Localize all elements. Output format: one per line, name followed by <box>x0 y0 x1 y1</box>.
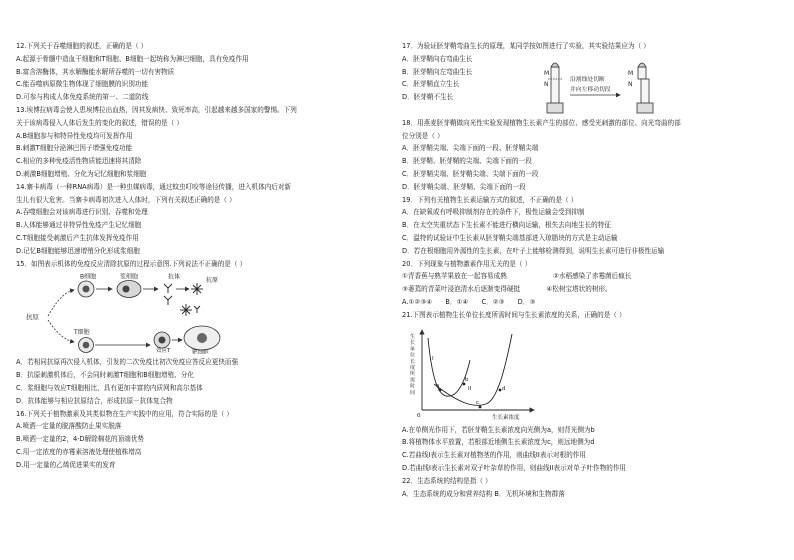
t-cell-nucleus <box>83 342 90 349</box>
y-axis-label-char: 位 <box>410 352 416 359</box>
curve-ii <box>434 334 512 405</box>
q19-option-a: A．在缺氧或有呼吸抑制剂存在的条件下，极性运输会受到抑制 <box>402 208 585 217</box>
q18-title-line1: 18．用燕麦胚芽鞘做向光性实验发现植物生长素产生的部位、感受光刺激的部位、向光弯曲的部 <box>402 118 681 127</box>
coleoptile-right-tip <box>638 63 646 67</box>
origin-label: 0 <box>417 412 421 419</box>
y-axis-label-char: 间 <box>410 389 416 396</box>
q13-option-c: C.相应的多种免疫活性物质能迅速将其清除 <box>16 157 142 166</box>
point-a-label: a <box>436 382 440 389</box>
q16-title: 16.下列关于植物激素及其类似物在生产实践中的应用，符合实际的是（ ） <box>16 409 233 418</box>
q20-title: 20．下列现象与植物激素作用无关的是（ ） <box>402 259 532 268</box>
antigen-top-label: 抗原 <box>206 277 219 285</box>
curve-i-label: I <box>432 355 434 362</box>
q21-option-b: B.将植物体水平放置，若根部近地侧生长素浓度为c，则远地侧为d <box>402 438 595 447</box>
q17-option-d: D．胚芽鞘不生长 <box>402 93 454 102</box>
y-axis-label-char: 长 <box>410 339 416 346</box>
q12-option-d: D.可参与构成人体免疫系统的第一、二道防线 <box>16 93 149 102</box>
antigen-to-t-arrow <box>48 320 74 342</box>
q13-option-d: D.刺激B细胞增殖、分化为记忆细胞和浆细胞 <box>16 169 147 178</box>
q15-option-b: B．抗原刺激机体后，不会同时刺激T细胞和B细胞增殖、分化 <box>16 371 194 380</box>
q12-option-c: C.能吞噬病原微生物体现了细胞膜的识别功能 <box>16 80 148 89</box>
antibody-y-shape-1 <box>164 284 172 293</box>
auxin-curve-svg <box>402 324 582 422</box>
q14-option-a: A.吞噬细胞会对该病毒进行识别、吞噬和处理 <box>16 208 148 217</box>
q13-option-b: B.刺激T细胞分泌淋巴因子增强免疫功能 <box>16 144 133 153</box>
label-n-right: N <box>628 80 633 88</box>
q16-option-b: B.喷洒一定量的2，4-D解除棉花的顶端优势 <box>16 435 144 444</box>
q15-title: 15．如图表示机体的免疫反应清除抗原的过程示意图.下列说法不正确的是（ ） <box>16 259 247 268</box>
q13-title-line1: 13.埃博拉病毒会使人患埃博拉出血热，因其发病快、致死率高，引起越来越多国家的警惕。下列 <box>16 105 297 114</box>
point-b-label: b <box>465 376 469 383</box>
q17-option-c: C．胚芽鞘直立生长 <box>402 80 460 89</box>
caption-line1: 沿割线处切断 <box>570 76 605 83</box>
q12-option-a: A.起源于骨髓中造血干细胞和T细胞、B细胞一起统称为淋巴细胞，具有免疫作用 <box>16 54 249 63</box>
q21-option-c: C.若曲线I表示生长素对植物茎的作用，则曲线II表示对根的作用 <box>402 451 586 460</box>
q12-option-b: B.富含溶酶体，其水解酶能水解所吞噬的一切有害物质 <box>16 67 175 76</box>
q22-options: A．生态系统的成分和营养结构 B．无机环境和生物群落 <box>402 489 565 498</box>
q21-title: 21.下图表示植物生长单位长度所需时间与生长素浓度的关系，正确的是（ ） <box>402 310 626 319</box>
t-cell-label: T细胞 <box>74 329 90 337</box>
y-axis-label-char: 需 <box>410 376 416 383</box>
q15-option-c: C．浆细胞与效应T细胞相比，具有更加丰富的内质网和高尔基体 <box>16 383 203 392</box>
target-cell-nucleus <box>197 333 207 343</box>
right-column <box>402 40 780 500</box>
q18-option-c: C．胚芽鞘尖端、胚芽鞘尖端、尖端下面的一段 <box>402 169 539 178</box>
pot-left <box>547 103 563 113</box>
coleoptile-left <box>551 67 559 107</box>
q21-option-d: D.若曲线I表示生长素对双子叶杂草的作用，则曲线II表示对单子叶作物的作用 <box>402 463 627 472</box>
antibody-label: 抗体 <box>168 273 181 281</box>
point-c-dot <box>479 405 482 408</box>
curve-ii-label: II <box>468 385 472 392</box>
y-axis-label <box>410 333 415 396</box>
point-c-label: c <box>476 399 480 406</box>
q18-option-d: D．胚芽鞘尖端、胚芽鞘、尖端下面的一段 <box>402 182 526 191</box>
q16-option-a: A.喷洒一定量的脱落酸防止果实脱落 <box>16 422 122 431</box>
q13-option-a: A.B细胞参与和特异性免疫均可发挥作用 <box>16 131 133 140</box>
q19-title: 19．下列有关植物生长素运输方式的叙述，不正确的是（ ） <box>402 195 578 204</box>
q17-block <box>402 53 780 117</box>
left-column <box>16 40 386 472</box>
q14-title-line1: 14.寨卡病毒（一种RNA病毒）是一种虫媒病毒，通过蚊虫叮咬等途径传播，进入机体内后对新 <box>16 182 292 191</box>
q22-title: 22．生态系统的结构是指（ ） <box>402 476 492 485</box>
q18-title-line2: 位分别是（ ） <box>402 131 444 140</box>
q14-option-d: D.记忆B细胞能够迅速增殖分化形成浆细胞 <box>16 246 140 255</box>
plasma-cell-label: 浆细胞 <box>120 273 139 281</box>
pot-right <box>637 103 653 113</box>
caption-line2: 并向左移动切段 <box>570 86 611 93</box>
immune-response-diagram <box>16 272 386 354</box>
point-b-dot <box>463 382 466 385</box>
coleoptile-left-tip <box>551 63 559 67</box>
q21-option-a: A.在单侧光作用下，若胚芽鞘生长素浓度向光侧为a，则背光侧为b <box>402 425 595 434</box>
antibody-y-shape-2 <box>164 296 172 305</box>
q14-option-b: B.人体能够通过非特异性免疫产生记忆细胞 <box>16 221 142 230</box>
q18-option-a: A．胚芽鞘尖端、尖端下面的一段、胚芽鞘尖端 <box>402 144 539 153</box>
q19-option-d: D．若在根细胞用外源性的生长素，在叶子上能够检测得到，说明生长素可进行非极性运输 <box>402 246 665 255</box>
q17-option-b: B．胚芽鞘向左弯曲生长 <box>402 67 473 76</box>
point-d-label: d <box>502 385 506 392</box>
y-axis-label-char: 时 <box>410 383 416 390</box>
coleoptile-right-top <box>638 67 646 79</box>
q15-option-a: A．若相同抗原再次侵入机体，引发的二次免疫比初次免疫应答反应更快而强 <box>16 358 239 367</box>
plasma-cell-nucleus <box>123 286 130 293</box>
effector-t-label-line1: 效应T <box>156 348 171 355</box>
auxin-curve-figure <box>402 324 780 422</box>
b-cell-nucleus <box>83 286 90 293</box>
q19-option-c: C．温特的试验证中生长素从胚芽鞘尖端基部进入琼脂块的方式是主动运输 <box>402 233 618 242</box>
antigen-top-star-icon <box>191 283 203 295</box>
y-axis-label-char: 所 <box>410 370 416 377</box>
q14-option-c: C.T细胞接受刺激后产生抗体发挥免疫作用 <box>16 233 139 242</box>
immune-diagram-svg <box>16 272 336 354</box>
antigen-to-b-arrow <box>48 290 74 316</box>
q19-option-b: B．在太空失重状态下生长素不能进行横向运输，根失去向地生长的特征 <box>402 221 611 230</box>
y-axis-label-char: 单 <box>410 345 416 352</box>
q18-option-b: B．胚芽鞘、胚芽鞘的尖端、尖端下面的一段 <box>402 157 532 166</box>
coleoptile-diagram <box>542 55 672 115</box>
antigen-left-label: 抗原 <box>26 313 39 322</box>
y-axis-label-char: 长 <box>410 358 416 365</box>
curve-i <box>428 338 470 396</box>
q16-option-d: D.用一定量的乙烯促进果实的发育 <box>16 460 116 469</box>
q20-items-1-2: ①青香蕉与熟苹果放在一起容易成熟 ②水稻感染了赤霉菌后疯长 <box>402 272 632 281</box>
y-axis-label-char: 度 <box>410 364 416 371</box>
q15-option-d: D．抗体能够与相应抗原结合，形成抗原－抗体复合物 <box>16 396 173 405</box>
q12-title: 12.下列关于吞噬细胞的叙述，正确的是（ ） <box>16 42 148 50</box>
q13-title-line2: 关于该病毒侵入人体后发生的变化的叙述，错误的是（ ） <box>16 118 183 127</box>
q17-title: 17．为验证胚芽鞘弯曲生长的原理，某同学按如图进行了实验，其实验结果应为（ ） <box>402 42 650 50</box>
label-n-left: N <box>544 80 549 88</box>
q17-option-a: A．胚芽鞘向右弯曲生长 <box>402 54 473 63</box>
q20-options: A.①②③④ B．①④ C．②③ D．③ <box>402 297 536 306</box>
point-d-dot <box>499 388 502 391</box>
q14-title-line2: 生儿有很大危害。当寨卡病毒初次进入人体时，下列有关叙述正确的是（ ） <box>16 195 236 204</box>
b-cell-label: B细胞 <box>80 273 97 281</box>
target-cell-label: 靶细胞 <box>192 350 209 355</box>
y-axis-label-char: 生 <box>410 333 416 340</box>
q16-option-c: C.用一定浓度的赤霉素溶液处理使植株增高 <box>16 447 142 456</box>
q20-items-3-4: ③萎蔫的青菜叶浸泡清水后逐渐变得硬挺 ④松树宝塔状的树形。 <box>402 285 612 294</box>
antigen-complex-icon <box>180 304 200 316</box>
effector-t-cell-nucleus <box>159 337 166 344</box>
label-m-right: M <box>628 69 634 77</box>
label-m-left: M <box>544 69 550 77</box>
x-axis-label: 生长素浓度 <box>492 414 520 421</box>
point-a-dot <box>439 388 442 391</box>
